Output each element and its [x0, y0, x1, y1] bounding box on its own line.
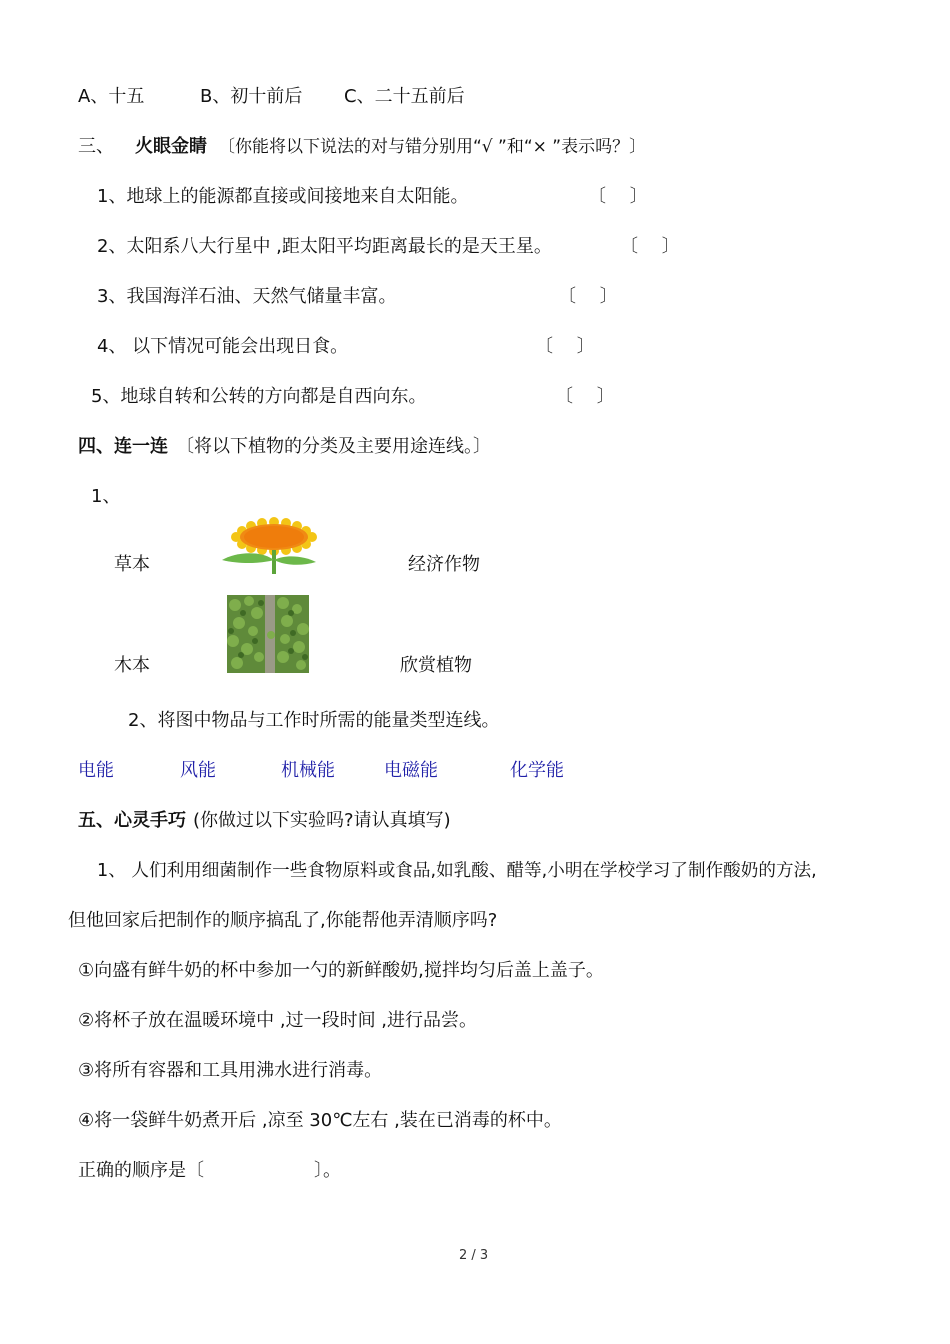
- section4-title: 四、连一连: [78, 436, 168, 457]
- step-3: ③将所有容器和工具用沸水进行消毒。: [78, 1060, 383, 1081]
- option-a: A、十五: [78, 86, 145, 107]
- section5-title: 五、心灵手巧: [78, 810, 186, 831]
- tf-item-4: 4、 以下情况可能会出现日食。: [97, 336, 349, 357]
- match-right-economic-crop[interactable]: 经济作物: [408, 554, 480, 575]
- option-b: B、初十前后: [200, 86, 303, 107]
- ivy-wall-image: [227, 595, 309, 673]
- page-number: 2 / 3: [459, 1248, 489, 1263]
- answer-prefix: 正确的顺序是〔: [78, 1160, 204, 1181]
- match-left-woody[interactable]: 木本: [114, 655, 150, 676]
- section4-q2-text: 2、将图中物品与工作时所需的能量类型连线。: [128, 710, 500, 731]
- option-c: C、二十五前后: [344, 86, 465, 107]
- tf-answer-bracket-3[interactable]: 〔 〕: [558, 286, 618, 307]
- section5-q1-line2: 但他回家后把制作的顺序搞乱了,你能帮他弄清顺序吗?: [68, 910, 498, 931]
- section4-instruction: 〔将以下植物的分类及主要用途连线。〕: [176, 436, 491, 457]
- energy-mechanical[interactable]: 机械能: [281, 760, 335, 781]
- tf-item-5: 5、地球自转和公转的方向都是自西向东。: [91, 386, 427, 407]
- tf-item-3: 3、我国海洋石油、天然气储量丰富。: [97, 286, 397, 307]
- tf-answer-bracket-2[interactable]: 〔 〕: [620, 236, 680, 257]
- section4-q1-label: 1、: [91, 486, 121, 507]
- energy-electric[interactable]: 电能: [78, 760, 114, 781]
- answer-blank[interactable]: [214, 1159, 314, 1183]
- section5-q1-line1: 1、 人们利用细菌制作一些食物原料或食品,如乳酸、醋等,小明在学校学习了制作酸奶的方法,: [97, 861, 817, 881]
- sunflower-image: [216, 516, 320, 574]
- section3-title: 火眼金睛: [135, 136, 207, 157]
- answer-suffix: 〕。: [314, 1160, 341, 1181]
- section5-instruction: (你做过以下实验吗?请认真填写): [193, 810, 451, 831]
- tf-answer-bracket-5[interactable]: 〔 〕: [555, 386, 615, 407]
- step-1: ①向盛有鲜牛奶的杯中参加一勺的新鲜酸奶,搅拌均匀后盖上盖子。: [78, 960, 604, 981]
- tf-item-1: 1、地球上的能源都直接或间接地来自太阳能。: [97, 186, 469, 207]
- step-4: ④将一袋鲜牛奶煮开后 ,凉至 30℃左右 ,装在已消毒的杯中。: [78, 1110, 562, 1131]
- tf-answer-bracket-1[interactable]: 〔 〕: [588, 186, 648, 207]
- section3-number: 三、: [78, 136, 114, 157]
- tf-item-2: 2、太阳系八大行星中 ,距太阳平均距离最长的是天王星。: [97, 236, 552, 257]
- energy-electromagnetic[interactable]: 电磁能: [384, 760, 438, 781]
- tf-answer-bracket-4[interactable]: 〔 〕: [535, 336, 595, 357]
- match-left-herb[interactable]: 草本: [114, 554, 150, 575]
- energy-wind[interactable]: 风能: [180, 760, 216, 781]
- match-right-ornamental-plant[interactable]: 欣赏植物: [400, 655, 472, 676]
- step-2: ②将杯子放在温暖环境中 ,过一段时间 ,进行品尝。: [78, 1010, 478, 1031]
- section3-instruction: 〔你能将以下说法的对与错分别用“√ ”和“× ”表示吗？〕: [218, 137, 647, 157]
- energy-chemical[interactable]: 化学能: [510, 760, 564, 781]
